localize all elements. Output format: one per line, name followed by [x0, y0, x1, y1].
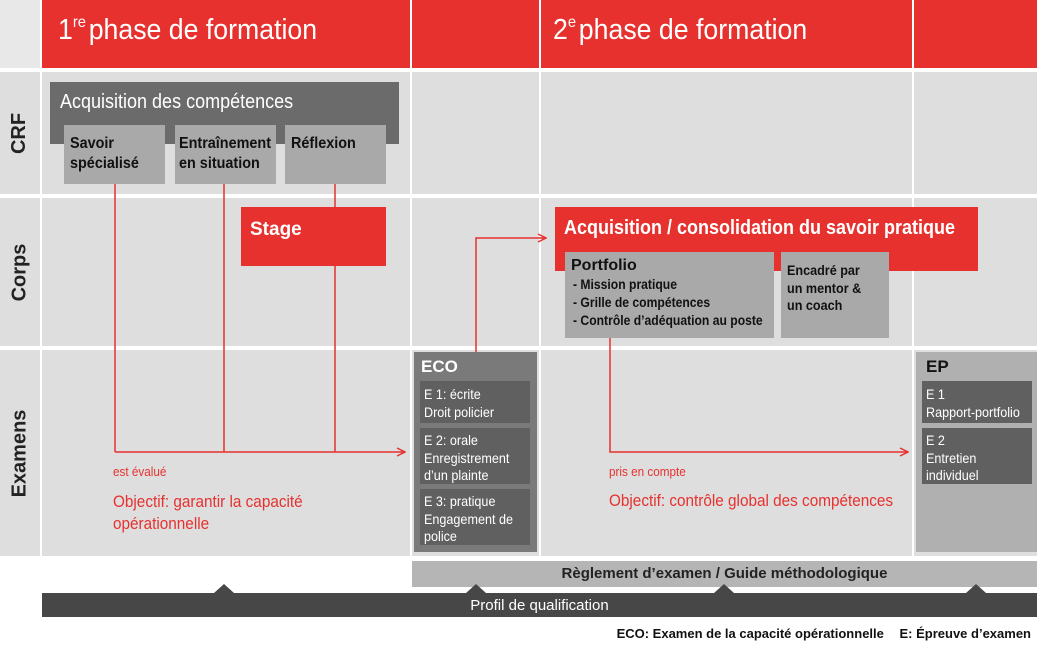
eco-item-e1-label: E 1: écrite Droit policier — [424, 386, 495, 420]
ep-title: EP — [926, 357, 949, 376]
row-label-crf: CRF — [0, 72, 40, 194]
row-label-corps: Corps — [0, 198, 40, 346]
eco-item-e2-label: E 2: orale Enregistrement d’un plainte — [424, 432, 510, 483]
left-note: est évalué — [113, 464, 167, 479]
profil-label: Profil de qualification — [470, 597, 609, 614]
portfolio-title: Portfolio — [571, 257, 637, 274]
right-note: pris en compte — [609, 464, 686, 479]
phase2-title: 2ephase de formation — [553, 14, 808, 46]
profil-bar — [42, 593, 1037, 617]
right-goal: Objectif: contrôle global des compétences — [609, 491, 894, 510]
crf-item-entrainement-label: Entraînement en situation — [179, 135, 272, 172]
legend-e: E: Épreuve d’examen — [899, 626, 1031, 641]
crf-item-savoir-label: Savoir spécialisé — [70, 135, 139, 172]
acquisition-pratique-label: Acquisition / consolidation du savoir pratique — [564, 217, 956, 239]
eco-title: ECO — [421, 357, 458, 376]
ep-item-e1-label: E 1 Rapport-portfolio — [926, 386, 1020, 420]
encadre-label: Encadré par un mentor & un coach — [787, 262, 862, 313]
crf-item-reflexion-label: Réflexion — [291, 135, 356, 152]
portfolio-items: - Mission pratique - Grille de compétences - Contrôle d’adéquation au poste — [573, 277, 763, 328]
legend-eco: ECO: Examen de la capacité opérationnelle — [616, 626, 884, 641]
eco-item-e3-label: E 3: pratique Engagement de police — [424, 493, 513, 544]
phase1-title: 1rephase de formation — [58, 14, 318, 46]
legend — [617, 626, 1031, 641]
left-goal: Objectif: garantir la capacité opérationnelle — [113, 492, 303, 534]
stage-label: Stage — [250, 219, 302, 240]
reglement-label: Règlement d’examen / Guide méthodologique — [561, 565, 888, 582]
crf-acquisition-title: Acquisition des compétences — [60, 91, 294, 113]
row-label-examens: Examens — [0, 350, 40, 556]
ep-item-e2-label: E 2 Entretien individuel — [926, 432, 979, 483]
